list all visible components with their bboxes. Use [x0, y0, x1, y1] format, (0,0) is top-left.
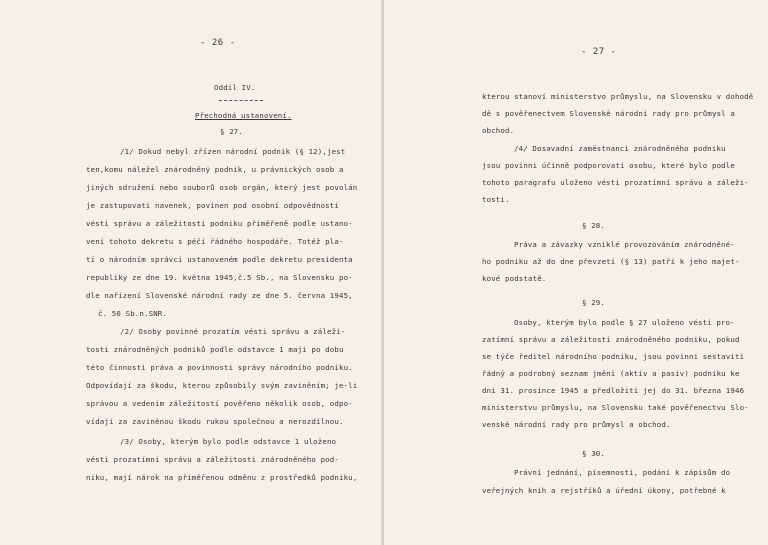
- text-line: obchod.: [482, 126, 515, 135]
- text-line: Práva a závazky vzniklé provozováním znárodněné-: [514, 240, 735, 249]
- right-page: [384, 0, 768, 545]
- text-line: vésti správu a záležitosti podniku přiměřeně podle ustano-: [86, 219, 353, 228]
- text-line: /4/ Dosavadní zaměstnanci znárodněného podniku: [514, 144, 726, 153]
- text-line: kové podstatě.: [482, 274, 547, 283]
- text-line: niku, mají nárok na přiměřenou odměnu z prostředků podniku,: [86, 473, 358, 482]
- text-line: dle nařízení Slovenské národní rady ze dne 5. června 1945,: [86, 291, 353, 300]
- text-line: vésti prozatímní správu a záležitosti znárodněného pod-: [86, 455, 339, 464]
- text-line: /3/ Osoby, kterým bylo podle odstavce 1 uloženo: [120, 437, 337, 446]
- text-line: dě s pověřenectvem Slovenské národní rady pro průmysl a: [482, 109, 735, 118]
- text-line: správou a vedením záležitostí pověřeno několik osob, odpo-: [86, 399, 353, 408]
- text-line: řádný a podrobný seznam jmění (aktiv a pasiv) podniku ke: [482, 369, 740, 378]
- text-line: zatímní správu a záležitosti znárodněného podniku, pokud: [482, 335, 740, 344]
- text-line: veřejných knih a rejstříků a úřední úkony, potřebné k: [482, 486, 726, 495]
- text-line: Osoby, kterým bylo podle § 27 uloženo vésti pro-: [514, 318, 735, 327]
- text-line: tohoto paragrafu uloženo vésti prozatímní správu a záleži-: [482, 178, 749, 187]
- text-line: ministerstvu průmyslu, na Slovensku také pověřenectvu Slo-: [482, 403, 749, 412]
- paragraph-mark-30: § 30.: [582, 449, 605, 458]
- text-line: Právní jednání, písemnosti, podání k zápisům do: [514, 468, 731, 477]
- right-page-number: - 27 -: [581, 47, 617, 57]
- text-line: vení tohoto dekretu s péčí řádného hospodáře. Totéž pla-: [86, 237, 344, 246]
- text-line: tosti znárodněných podniků podle odstavce 1 mají po dobu: [86, 345, 344, 354]
- text-line: republiky ze dne 19. května 1945,č.5 Sb., na Slovensku po-: [86, 273, 353, 282]
- text-line: /2/ Osoby povinné prozatím vésti správu a záleži-: [120, 327, 346, 336]
- text-line: venské národní rady pro průmysl a obchod.: [482, 420, 671, 429]
- subheading: Přechodná ustanovení.: [195, 111, 292, 120]
- text-line: jiných sdružení nebo souborů osob orgán, který jest povolán: [86, 183, 358, 192]
- text-line: /1/ Dokud nebyl zřízen národní podnik (§ 12),jest: [120, 147, 346, 156]
- section-heading: Oddíl IV.: [214, 83, 256, 92]
- paragraph-mark-27: § 27.: [220, 127, 243, 136]
- left-page-number: - 26 -: [200, 38, 236, 48]
- text-line: dni 31. prosince 1945 a předložiti jej do 31. března 1946: [482, 386, 745, 395]
- text-line: ho podniku až do dne převzetí (§ 13) patří k jeho majet-: [482, 257, 740, 266]
- text-line: kterou stanoví ministerstvo průmyslu, na Slovensku v dohodě: [482, 92, 754, 101]
- text-line: vídají za zaviněnou škodu rukou společnou a nerozdílnou.: [86, 417, 344, 426]
- text-line: tosti.: [482, 195, 510, 204]
- text-line: této činnosti práva a povinnosti správy národního podniku.: [86, 363, 353, 372]
- text-line: se týče ředitel národního podniku, jsou povinni sestaviti: [482, 352, 745, 361]
- heading-rule: [219, 100, 263, 101]
- text-line: tí o národním správci ustanoveném podle dekretu presidenta: [86, 255, 353, 264]
- text-line: č. 50 Sb.n.SNR.: [98, 309, 167, 318]
- paragraph-mark-28: § 28.: [582, 221, 605, 230]
- left-page: [0, 0, 383, 545]
- text-line: Odpovídají za škodu, kterou způsobily svým zaviněním; je-li: [86, 381, 358, 390]
- text-line: jsou povinni účinně podporovati osobu, které bylo podle: [482, 161, 735, 170]
- paragraph-mark-29: § 29.: [582, 298, 605, 307]
- text-line: ten,komu náležel znárodněný podnik, u právnických osob a: [86, 165, 344, 174]
- text-line: je zastupovati navenek, povinen pod osobní odpovědností: [86, 201, 339, 210]
